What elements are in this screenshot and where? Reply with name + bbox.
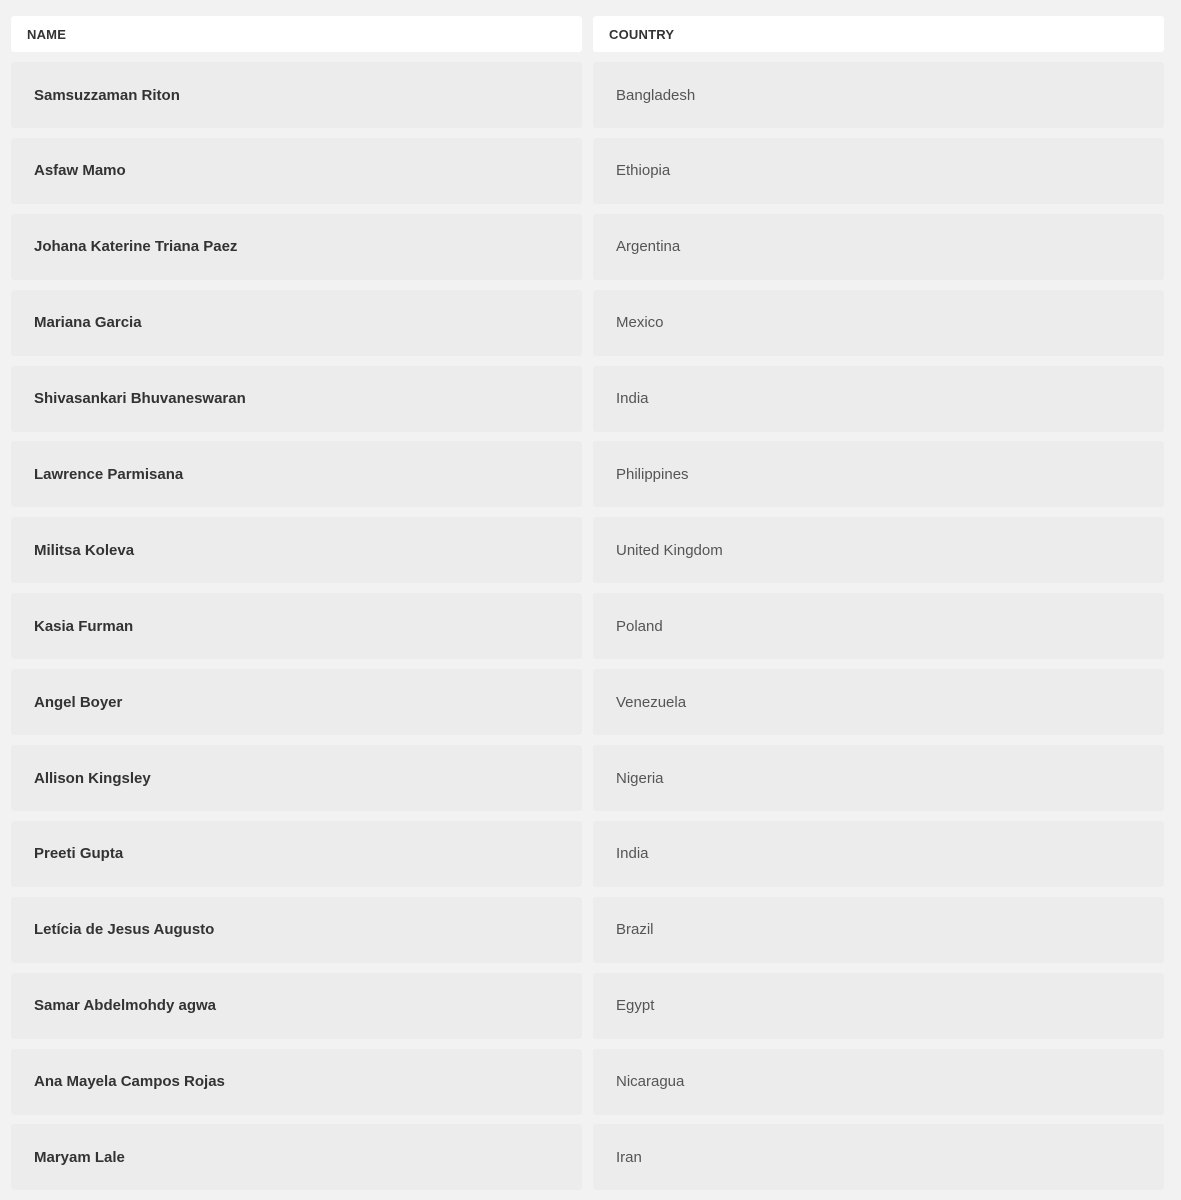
country-cell: Mexico xyxy=(593,290,1164,356)
name-cell: Maryam Lale xyxy=(11,1124,582,1190)
country-cell: Brazil xyxy=(593,897,1164,963)
table-row xyxy=(11,1049,1164,1115)
table-row xyxy=(11,593,1164,659)
table-row xyxy=(11,290,1164,356)
table-row xyxy=(11,897,1164,963)
country-cell: India xyxy=(593,821,1164,887)
table-row xyxy=(11,745,1164,811)
country-cell: Venezuela xyxy=(593,669,1164,735)
name-cell: Angel Boyer xyxy=(11,669,582,735)
table-row xyxy=(11,1124,1164,1190)
column-header-country[interactable]: COUNTRY xyxy=(593,16,1164,52)
name-cell: Shivasankari Bhuvaneswaran xyxy=(11,366,582,432)
name-cell: Johana Katerine Triana Paez xyxy=(11,214,582,280)
name-cell: Kasia Furman xyxy=(11,593,582,659)
country-cell: Philippines xyxy=(593,441,1164,507)
table-row xyxy=(11,441,1164,507)
name-cell: Lawrence Parmisana xyxy=(11,441,582,507)
name-cell: Preeti Gupta xyxy=(11,821,582,887)
country-cell: Poland xyxy=(593,593,1164,659)
table-row xyxy=(11,517,1164,583)
table-row xyxy=(11,973,1164,1039)
name-cell: Allison Kingsley xyxy=(11,745,582,811)
table-row xyxy=(11,138,1164,204)
name-cell: Asfaw Mamo xyxy=(11,138,582,204)
table-row xyxy=(11,62,1164,128)
name-cell: Samar Abdelmohdy agwa xyxy=(11,973,582,1039)
table-row xyxy=(11,821,1164,887)
country-cell: Bangladesh xyxy=(593,62,1164,128)
table-row xyxy=(11,366,1164,432)
table-header-row xyxy=(11,16,1164,52)
column-header-name[interactable]: NAME xyxy=(11,16,582,52)
country-cell: Nigeria xyxy=(593,745,1164,811)
name-cell: Letícia de Jesus Augusto xyxy=(11,897,582,963)
name-cell: Samsuzzaman Riton xyxy=(11,62,582,128)
table-row xyxy=(11,669,1164,735)
members-table xyxy=(11,16,1164,1200)
country-cell: Nicaragua xyxy=(593,1049,1164,1115)
country-cell: India xyxy=(593,366,1164,432)
name-cell: Ana Mayela Campos Rojas xyxy=(11,1049,582,1115)
name-cell: Militsa Koleva xyxy=(11,517,582,583)
country-cell: Argentina xyxy=(593,214,1164,280)
table-row xyxy=(11,214,1164,280)
country-cell: Egypt xyxy=(593,973,1164,1039)
country-cell: Ethiopia xyxy=(593,138,1164,204)
table-body xyxy=(11,62,1164,1190)
name-cell: Mariana Garcia xyxy=(11,290,582,356)
country-cell: Iran xyxy=(593,1124,1164,1190)
country-cell: United Kingdom xyxy=(593,517,1164,583)
